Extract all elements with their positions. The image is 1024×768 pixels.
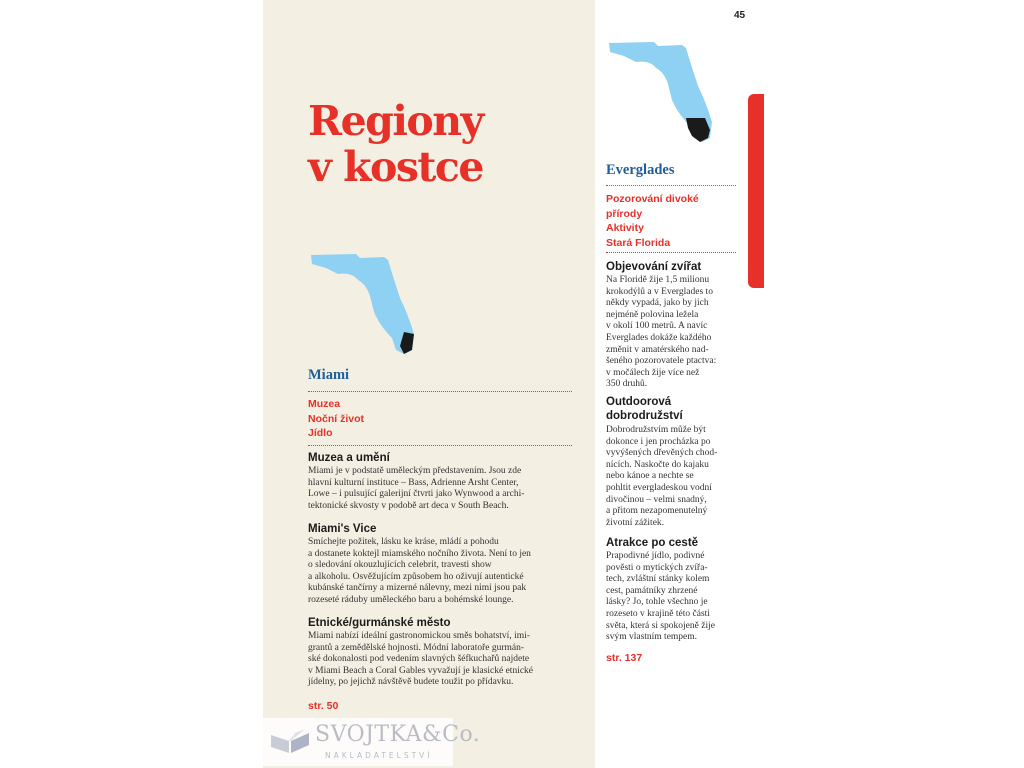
highlight-item: Noční život <box>308 412 365 425</box>
divider <box>308 445 572 446</box>
chapter-tab <box>748 94 764 288</box>
florida-map-icon <box>308 250 418 365</box>
highlight-item: Muzea <box>308 398 341 410</box>
divider <box>606 252 736 253</box>
everglades-section-3-body: Prapodivné jídlo, podivné pověsti o mytických zvířa- tech, zvláštní stánky kolem cest, památníky zhrzené lásky? Jo, tohle všechno je rozeseto v krajině této části světa, která si spokojeně žije svým vlastním tempem. <box>606 551 715 643</box>
title-line-2: v kostce <box>308 143 483 191</box>
page-number: 45 <box>734 10 746 21</box>
miami-section-2-body: Smíchejte požitek, lásku ke kráse, mládí a pohodu a dostanete koktejl miamského nočního života. Není to jen o sledování okouzlujících celebrit, travesti show a alkoholu. Osvěžujícím způsobem ho oživují autentické kubánské tančírny a mizerné nálevny, mezi nimi jsou pak rozeseté ráduby uměleckého baru a bohémské lounge. <box>308 537 531 605</box>
publisher-watermark <box>263 718 481 766</box>
highlight-item: Pozorování divoké <box>606 193 699 205</box>
publisher-name: SVOJTKA&Co. <box>315 722 481 747</box>
everglades-page-ref: str. 137 <box>606 652 643 664</box>
miami-section-1-body: Miami je v podstatě uměleckým představením. Jsou zde hlavní kulturní instituce – Bass, Adrienne Arsht Center, Lowe – i pulsující galerijní čtvrti jako Wynwood a archi- tektonické skvosty v podobě art deca v South Beach. <box>308 466 525 511</box>
florida-map-icon <box>606 38 716 153</box>
title-line-1: Regiony <box>308 97 483 145</box>
miami-section-3-heading: Etnické/gurmánské město <box>308 617 451 629</box>
everglades-section-2-heading: Outdoorová dobrodružství <box>606 396 683 422</box>
everglades-section-1-body: Na Floridě žije 1,5 milionu krokodýlů a v Everglades to někdy vypadá, jako by jich nejméně polovina ležela v okolí 100 metrů. A navíc Everglades dokáže každého změnit v amatérského nad- šeného pozorovatele ptactva: v močálech žije více než 350 druhů. <box>606 275 717 390</box>
divider <box>606 185 736 186</box>
open-book-icon <box>269 727 311 760</box>
highlight-item: Stará Florida <box>606 236 671 249</box>
everglades-section-1-heading: Objevování zvířat <box>606 261 702 273</box>
highlight-item: přírody <box>606 207 643 220</box>
highlight-item: Aktivity <box>606 222 644 234</box>
publisher-subtitle: NAKLADATELSTVÍ <box>325 751 433 760</box>
divider <box>308 391 572 392</box>
miami-heading: Miami <box>308 367 350 383</box>
everglades-section-3-heading: Atrakce po cestě <box>606 537 699 549</box>
miami-section-1-heading: Muzea a umění <box>308 452 390 464</box>
highlight-item: Jídlo <box>308 427 333 439</box>
miami-page-ref: str. 50 <box>308 700 339 712</box>
miami-highlights <box>308 397 364 441</box>
page-title <box>308 98 483 190</box>
miami-section-2-heading: Miami's Vice <box>308 523 377 535</box>
miami-section-3-body: Miami nabízí ideální gastronomickou směs bohatství, imi- grantů a zemědělské hojnosti. Módní laboratoře gurmán- ské dokonalosti pod vedením slavných šéfkuchařů najdete v Miami Beach a Coral Gables vyvažují je klasické etnické jídelny, po jejichž návštěvě budete toužit po přídavku. <box>308 631 534 688</box>
everglades-heading: Everglades <box>606 162 675 178</box>
everglades-section-2-body: Dobrodružstvím může být dokonce i jen procházka po vyvýšených dřevěných chod- nících. Naskočte do kajaku nebo kánoe a nechte se pohltit evergladeskou vodní divočinou – velmi snadný, a přitom nezapomenutelný životní zážitek. <box>606 425 718 528</box>
everglades-highlights <box>606 192 699 250</box>
